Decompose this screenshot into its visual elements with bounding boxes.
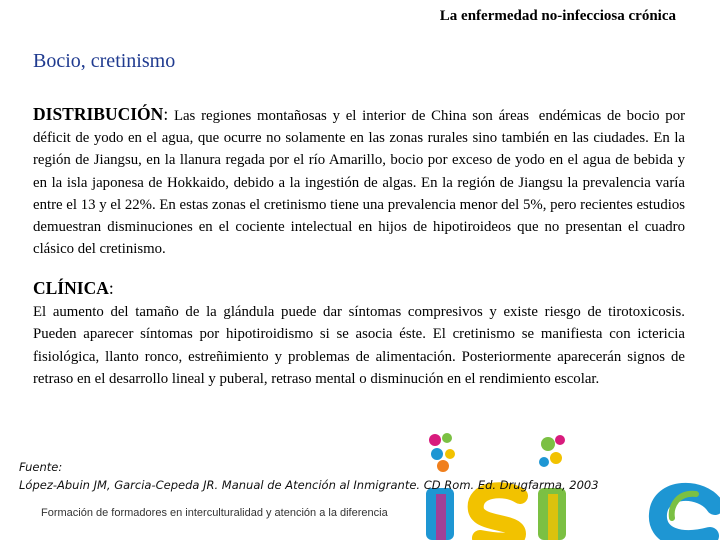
logo-stem-stripe <box>548 494 558 540</box>
section-distribucion <box>33 103 685 260</box>
source-text: López-Abuin JM, Garcia-Cepeda JR. Manual de Atención al Inmigrante. CD Rom. Ed. Drugfarma, 2003 <box>19 478 599 492</box>
source-label: Fuente: <box>19 460 63 474</box>
logo-stem-stripe <box>436 494 446 540</box>
section-lead-text: Las regiones montañosas y el interior de China son áreas <box>173 108 529 124</box>
slide-title: Bocio, cretinismo <box>33 50 176 72</box>
logo-dot <box>541 437 555 451</box>
section-colon: : <box>108 278 114 298</box>
source-citation <box>19 458 599 494</box>
footer-text: Formación de formadores en interculturalidad y atención a la diferencia <box>41 507 388 519</box>
header-title: La enfermedad no-infecciosa crónica <box>439 8 676 24</box>
logo-letter-c <box>658 492 715 539</box>
logo-letter-s <box>476 490 520 540</box>
logo-dot <box>429 434 441 446</box>
logo-dot <box>555 435 565 445</box>
section-colon: : <box>163 104 169 124</box>
section-label-distribucion: DISTRIBUCIÓN <box>33 104 164 124</box>
section-label-clinica: CLÍNICA <box>33 278 109 298</box>
section-body-text: endémicas de bocio por déficit de yodo en el agua, que ocurre no solamente en las zonas rurales sino también en las ciudades. En la región de Jiangsu, en la llanura regada por el río Amarillo, bocio por exceso de yodo en el agua de bebida y en la isla japonesa de Hokkaido, debido a la ingestión de algas. En la región de Jiangsu la prevalencia varía entre el 13 y el 22%. En estas zonas el cretinismo tiene una prevalencia menor del 5%, pero recientes estudios demuestran disminuciones en el cociente intelectual en hijos de hipotiroideos que no presentan el cuadro clásico del cretinismo. <box>33 108 686 258</box>
section-clinica <box>33 277 685 390</box>
logo-dot <box>442 433 452 443</box>
section-body-text: El aumento del tamaño de la glándula puede dar síntomas compresivos y existe riesgo de tirotoxicosis. Pueden aparecer síntomas por hipotiroidismo si se asocia éste. El cretinismo se manifiesta con ictericia fisiológica, llanto ronco, estreñimiento y problemas de alimentación. Posteriormente aparecerán signos de retraso en el desarrollo lineal y puberal, retraso mental o disminución en el rendimiento escolar. <box>33 304 685 387</box>
